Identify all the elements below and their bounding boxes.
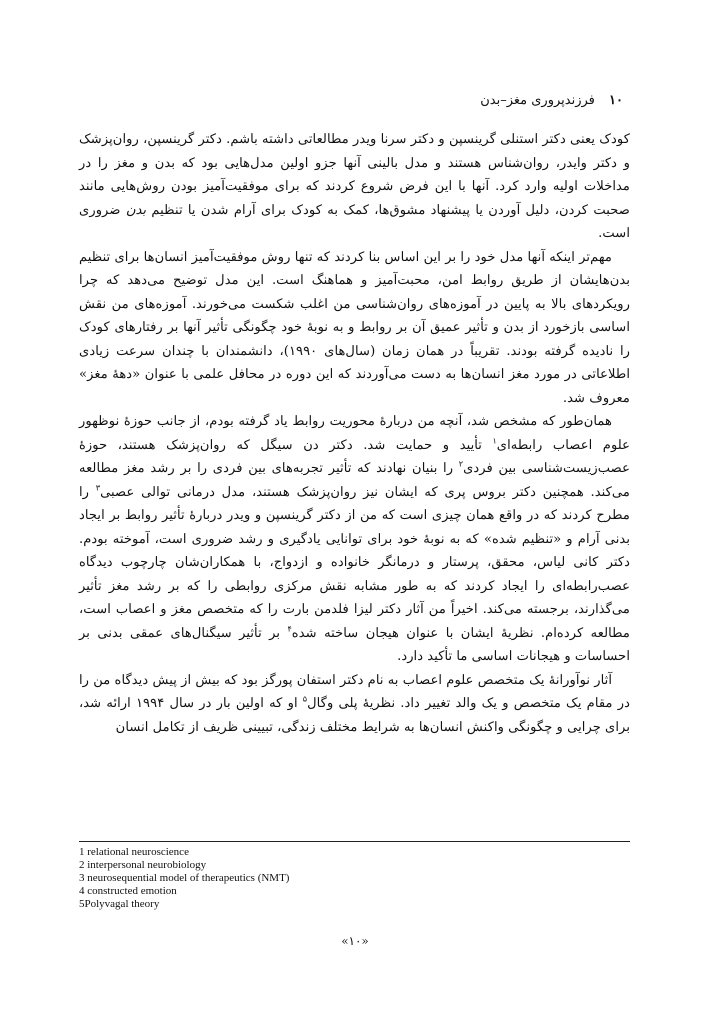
paragraph-text: مهم‌تر اینکه آنها مدل خود را بر این اساس بنا کردند که تنها روش موفقیت‌آمیز انسان‌ها برای تنظیم بدن‌هایشان از طریق روابط امن، محبت‌آمیز و هماهنگ است. این مدل توضیح می‌دهد که چرا رویکردهای بالا به پایین در آموزه‌های روان‌شناسی من اغلب شکست می‌خورند. آموزه‌های من نقش اساسی بازخورد از بدن و تأثیر عمیق آن بر روابط و به نوبهٔ خود چگونگی تأثیر آنها بر رفتارهای کودک را نادیده گرفته بودند. تقریباً در همان زمان (سال‌های ۱۹۹۰)، دانشمندان با چندان سرعت زیادی اطلاعاتی در مورد مغز انسان‌ها به دست می‌آوردند که این دوره در محافل علمی با عنوان «دههٔ مغز» معروف شد.: [79, 249, 630, 406]
footnote-ref: ۵: [302, 694, 308, 704]
page-number-footer: «۱۰»: [341, 934, 369, 948]
paragraph-1: [79, 128, 630, 246]
footnote-ref: ۲: [458, 459, 464, 469]
running-header: [323, 92, 623, 110]
footnote-ref: ۱: [492, 436, 497, 446]
emphasized-word: بدن: [125, 202, 147, 218]
footnote: 4 constructed emotion: [79, 885, 177, 897]
paragraph-text: آثار نوآورانهٔ یک متخصص علوم اعصاب به نام دکتر استفان پورگز بود که بیش از پیش دیدگاه من را در مقام یک متخصص و یک والد تغییر داد. نظریهٔ پلی وگال: [79, 672, 630, 711]
paragraph-4: [79, 669, 630, 740]
footnote-divider: [79, 841, 630, 842]
body-text: [79, 128, 630, 739]
paragraph-2: [79, 246, 630, 411]
footnotes: [79, 846, 630, 911]
footnote-ref: ۴: [287, 624, 292, 634]
footnote: 1 relational neuroscience: [79, 846, 189, 858]
paragraph-text: تأیید و حمایت شد. دکتر دن سیگل که روان‌پزشک هستند، حوزهٔ عصب‌زیست‌شناسی بین فردی: [79, 437, 630, 476]
paragraph-text: همان‌طور که مشخص شد، آنچه من دربارهٔ محوریت روابط یاد گرفته بودم، از جانب حوزهٔ نوظهور علوم اعصاب رابطه‌ای: [79, 414, 630, 453]
paragraph-3: [79, 410, 630, 669]
paragraph-text: او که اولین بار در سال ۱۹۹۴ ارائه شد، برای چرایی و چگونگی واکنش انسان‌ها به شرایط مختلف زندگی، تبیینی ظریف از تکامل انسان: [79, 696, 630, 735]
footnote: 3 neurosequential model of therapeutics (NMT): [79, 872, 290, 884]
paragraph-text: ضروری است.: [79, 202, 630, 241]
paragraph-text: بر تأثیر سیگنال‌های عمقی بدنی بر احساسات و هیجانات اساسی ما تأکید دارد.: [79, 625, 630, 664]
header-page-number: ۱۰: [609, 93, 623, 108]
paragraph-text: کودک یعنی دکتر استنلی گرینسپن و دکتر سرنا ویدر مطالعاتی داشته باشم. دکتر گرینسپن، روان‌پزشک و دکتر وایدر، روان‌شناس هستند و مدل بالینی آنها جزو اولین مدل‌هایی بود که بدن و مغز را در مداخلات اولیه وارد کرد. آنها با این فرض شروع کردند که برای موفقیت‌آمیز بودن روش‌هایی مانند صحبت کردن، دلیل آوردن یا پیشنهاد مشوق‌ها، کمک به کودک برای آرام شدن یا تنظیم: [79, 132, 630, 218]
footnote: 5Polyvagal theory: [79, 898, 160, 910]
paragraph-text: را بنیان نهادند که تأثیر تجربه‌های بین فردی را بر رشد مغز مطالعه می‌کند. همچنین دکتر بروس پری که ایشان نیز روان‌پزشک هستند، مدل درمانی توالی عصبی: [79, 461, 630, 500]
footnote: 2 interpersonal neurobiology: [79, 859, 207, 871]
running-title: فرزندپروری مغز–بدن: [480, 93, 595, 108]
footnote-ref: ۳: [95, 483, 101, 493]
paragraph-text: را مطرح کردند که در واقع همان چیزی است که من از دکتر گرینسپن و ویدر دربارهٔ تأثیر روابط بر ایجاد بدنی آرام و «تنظیم شده» که به نوبهٔ خود برای توانایی یادگیری و رشد ضروری است، آموخته بودم. دکتر کانی لیاس، محقق، پرستار و درمانگر خانواده و ازدواج، با همکاران‌شان چارچوب دیدگاه عصب‌رابطه‌ای را ایجاد کردند که به طور مشابه نقش مرکزی روابطی را که بر رشد مغز تأثیر می‌گذارند، برجسته می‌کند. اخیراً من آثار دکتر لیزا فلدمن بارت را که متخصص مغز و اعصاب است، مطالعه کرده‌ام. نظریهٔ ایشان با عنوان هیجان ساخته شده: [79, 484, 630, 641]
